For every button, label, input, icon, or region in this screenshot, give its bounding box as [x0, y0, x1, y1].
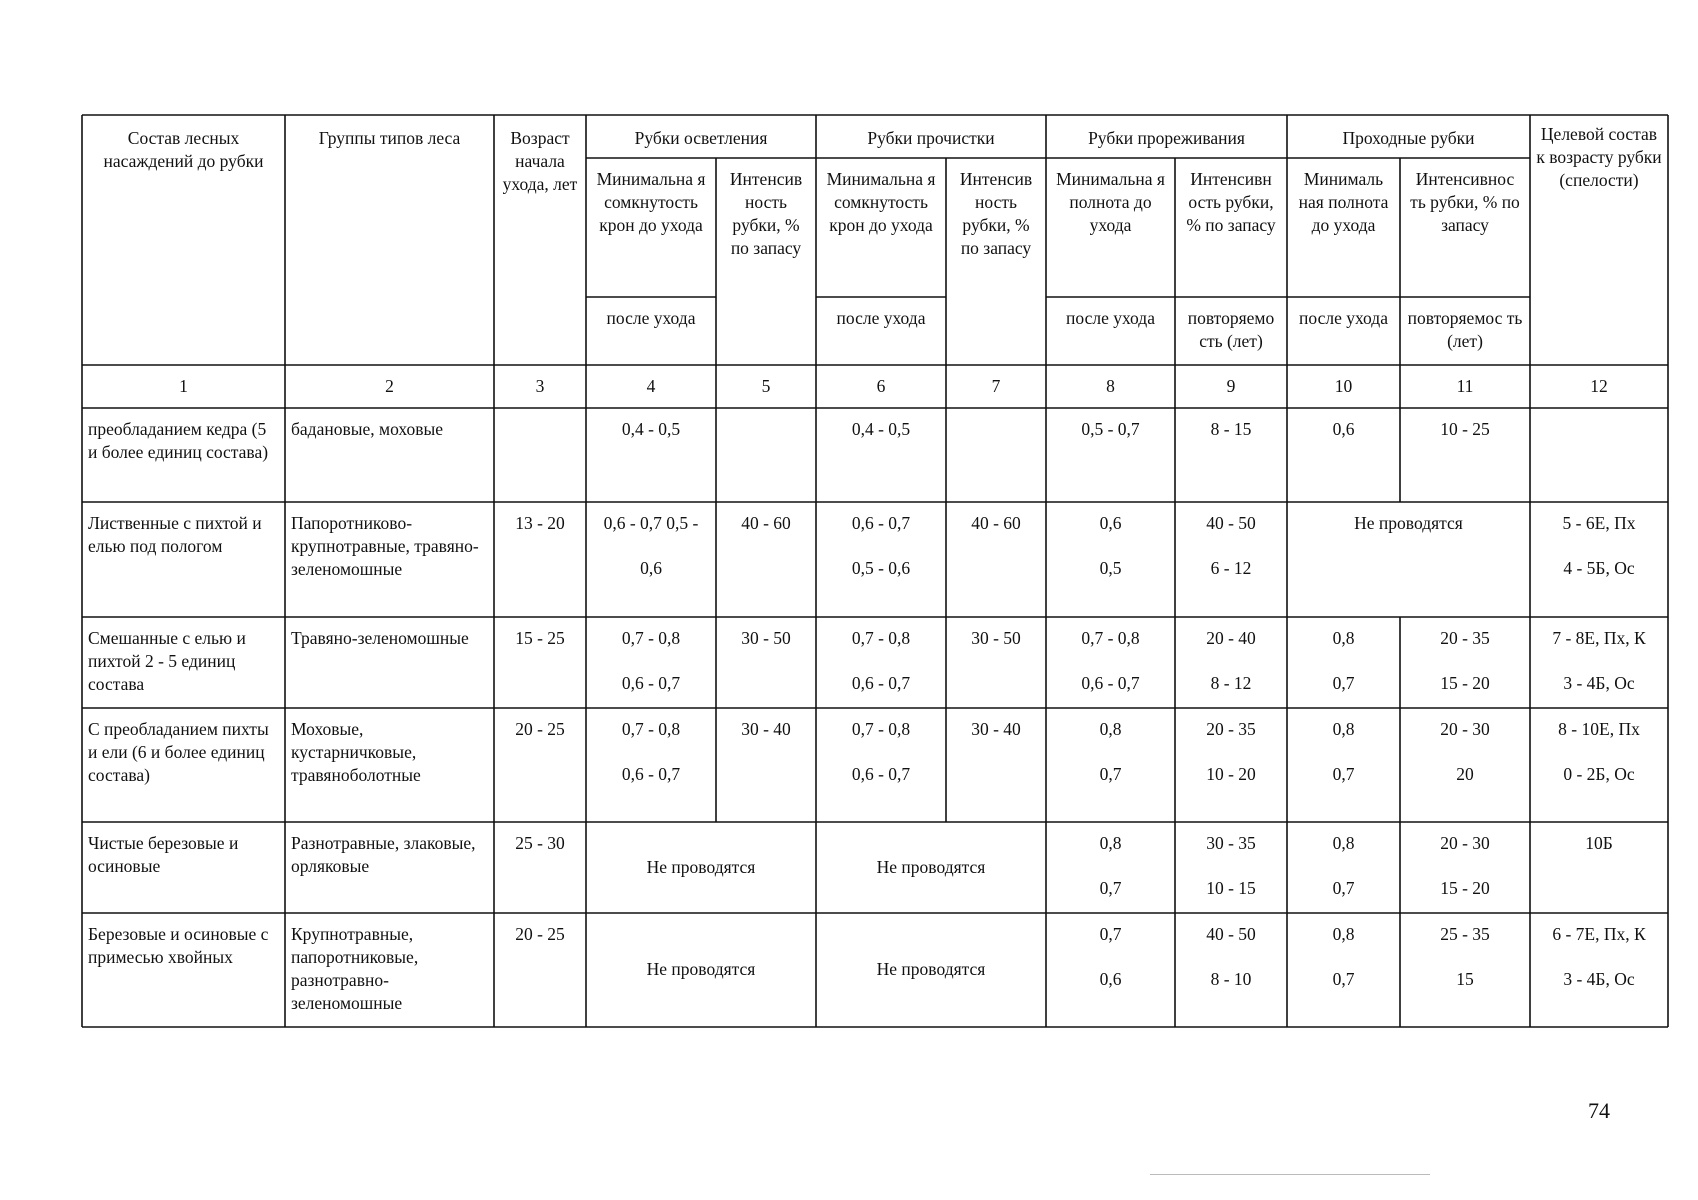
- row-start-age: [494, 418, 586, 444]
- row-value: 40 - 50: [1206, 924, 1256, 944]
- row-value: 3 - 4Б, Ос: [1563, 673, 1635, 693]
- header-passage-cuts: Проходные рубки: [1342, 128, 1475, 148]
- row-not-performed: Не проводятся: [1354, 513, 1463, 533]
- column-number: 12: [1590, 376, 1608, 396]
- row-value: 0,8: [1099, 833, 1122, 853]
- header-cleaning-cuts: Рубки прочистки: [867, 128, 995, 148]
- row-value: 20 - 40: [1206, 628, 1256, 648]
- column-number: 9: [1226, 376, 1236, 396]
- row-value: 0,8: [1332, 628, 1355, 648]
- row-value: 0,7: [1099, 878, 1122, 898]
- row-value: 8 - 10Е, Пх: [1558, 719, 1640, 739]
- row-composition: С преобладанием пихты и ели (6 и более единиц состава): [88, 719, 269, 785]
- row-value: 0,7: [1332, 764, 1355, 784]
- header-cleaning-after: после ухода: [836, 308, 926, 328]
- row-value: 0,6: [1099, 513, 1122, 533]
- header-thinning-cuts: Рубки прореживания: [1088, 128, 1245, 148]
- row-value: 0,8: [1332, 719, 1355, 739]
- header-start-age: Возраст начала ухода, лет: [502, 128, 578, 194]
- row-composition: Березовые и осиновые с примесью хвойных: [88, 924, 269, 967]
- row-forest-types: Папоротниково-крупнотравные, травяно-зеленомошные: [291, 513, 479, 579]
- row-start-age: 20 - 25: [515, 719, 565, 739]
- row-value: 0,6 - 0,7 0,5 -: [603, 513, 699, 533]
- column-number: 4: [646, 376, 656, 396]
- column-number: 3: [535, 376, 545, 396]
- row-value: 0,6 - 0,7: [851, 764, 911, 784]
- row-not-performed: Не проводятся: [646, 856, 756, 877]
- row-not-performed: Не проводятся: [876, 959, 986, 979]
- column-number: 8: [1106, 376, 1115, 396]
- row-value: 0,6 - 0,7: [621, 764, 681, 784]
- row-start-age: 13 - 20: [515, 513, 565, 533]
- header-target-composition: Целевой состав к возрасту рубки (спелости): [1536, 124, 1662, 190]
- row-value: 5 - 6Е, Пх: [1562, 513, 1636, 533]
- header-thinning-repeat: повторяемо сть (лет): [1187, 308, 1275, 351]
- row-value: 0,6: [1332, 419, 1355, 439]
- header-forest-type-groups: Группы типов леса: [318, 128, 461, 148]
- row-value: 8 - 15: [1210, 419, 1252, 439]
- header-composition: Состав лесных насаждений до рубки: [103, 128, 264, 171]
- header-clearing-intensity: Интенсив ность рубки, % по запасу: [729, 169, 803, 258]
- row-composition: преобладанием кедра (5 и более единиц состава): [88, 419, 269, 462]
- row-value: 20 - 35: [1206, 719, 1256, 739]
- row-value: 10 - 20: [1206, 764, 1256, 784]
- row-value: 30 - 35: [1206, 833, 1256, 853]
- row-value: 0,6: [640, 558, 662, 578]
- row-value: 10 - 15: [1206, 878, 1256, 898]
- column-number: 2: [385, 376, 394, 396]
- row-value: 0,4 - 0,5: [621, 419, 681, 439]
- header-clearing-cuts: Рубки осветления: [634, 128, 768, 148]
- row-value: 0,6 - 0,7: [1081, 673, 1140, 693]
- column-number: 5: [761, 376, 771, 396]
- row-value: 30 - 50: [741, 628, 791, 648]
- scan-artifact-line: [1150, 1174, 1430, 1175]
- row-not-performed: Не проводятся: [876, 856, 986, 877]
- row-value: 40 - 60: [971, 513, 1021, 533]
- row-value: 40 - 60: [741, 513, 791, 533]
- header-clearing-after: после ухода: [606, 308, 696, 328]
- row-value: 0,7: [1332, 673, 1355, 693]
- row-value: [1530, 418, 1668, 444]
- row-value: 0 - 2Б, Ос: [1563, 764, 1635, 784]
- row-value: 0,5: [1099, 558, 1122, 578]
- row-value: 0,7: [1332, 878, 1355, 898]
- row-value: 20 - 35: [1440, 628, 1490, 648]
- row-value: 20 - 30: [1440, 833, 1490, 853]
- row-value: 6 - 7Е, Пх, К: [1552, 924, 1646, 944]
- row-composition: Чистые березовые и осиновые: [88, 833, 239, 876]
- row-value: 0,7 - 0,8: [621, 628, 681, 648]
- row-value: 0,7 - 0,8: [621, 719, 681, 739]
- row-start-age: 15 - 25: [515, 628, 565, 648]
- row-value: 0,8: [1332, 924, 1355, 944]
- row-value: 7 - 8Е, Пх, К: [1552, 628, 1646, 648]
- row-value: 0,7 - 0,8: [1081, 628, 1140, 648]
- row-forest-types: Моховые, кустарничковые, травяноболотные: [291, 719, 421, 785]
- row-value: 10Б: [1585, 833, 1613, 853]
- row-value: 8 - 10: [1210, 969, 1252, 989]
- row-value: 0,4 - 0,5: [851, 419, 911, 439]
- row-value: 0,7 - 0,8: [851, 628, 911, 648]
- row-forest-types: Травяно-зеленомошные: [291, 628, 469, 648]
- row-value: 0,6 - 0,7: [851, 673, 911, 693]
- row-value: 0,7: [1099, 924, 1122, 944]
- header-cleaning-min-density: Минимальна я сомкнутость крон до ухода: [826, 169, 936, 235]
- row-value: 0,8: [1099, 719, 1122, 739]
- row-composition: Смешанные с елью и пихтой 2 - 5 единиц состава: [88, 628, 246, 694]
- row-value: 20: [1456, 764, 1474, 784]
- column-number: 11: [1456, 376, 1474, 396]
- row-not-performed: Не проводятся: [646, 959, 756, 979]
- header-clearing-min-density: Минимальна я сомкнутость крон до ухода: [596, 169, 706, 235]
- row-start-age: 20 - 25: [515, 924, 565, 944]
- row-value: 40 - 50: [1206, 513, 1256, 533]
- row-value: 0,6 - 0,7: [851, 513, 911, 533]
- column-number: 10: [1334, 376, 1353, 396]
- row-forest-types: бадановые, моховые: [291, 419, 444, 439]
- row-value: 30 - 50: [971, 628, 1021, 648]
- header-passage-after: после ухода: [1299, 308, 1388, 328]
- row-value: 0,8: [1332, 833, 1355, 853]
- column-number: 1: [179, 376, 188, 396]
- row-value: 6 - 12: [1210, 558, 1252, 578]
- header-passage-intensity: Интенсивнос ть рубки, % по запасу: [1410, 169, 1520, 235]
- column-number: 6: [876, 376, 886, 396]
- header-thinning-after: после ухода: [1066, 308, 1155, 328]
- row-start-age: 25 - 30: [515, 833, 565, 853]
- header-passage-repeat: повторяемос ть (лет): [1407, 308, 1523, 351]
- row-value: 30 - 40: [741, 719, 791, 739]
- row-value: 20 - 30: [1440, 719, 1490, 739]
- row-composition: Лиственные с пихтой и елью под пологом: [88, 513, 262, 556]
- header-cleaning-intensity: Интенсив ность рубки, % по запасу: [959, 169, 1033, 258]
- row-value: 0,5 - 0,7: [1081, 419, 1140, 439]
- row-value: 0,7: [1099, 764, 1122, 784]
- row-value: 3 - 4Б, Ос: [1563, 969, 1635, 989]
- header-thinning-intensity: Интенсивн ость рубки, % по запасу: [1186, 169, 1276, 235]
- row-value: 8 - 12: [1210, 673, 1252, 693]
- row-value: 15 - 20: [1440, 673, 1490, 693]
- row-value: 0,7 - 0,8: [851, 719, 911, 739]
- row-value: 4 - 5Б, Ос: [1563, 558, 1635, 578]
- row-value: 15: [1456, 969, 1474, 989]
- header-thinning-min-fullness: Минимальна я полнота до ухода: [1056, 169, 1165, 235]
- row-value: 0,6 - 0,7: [621, 673, 681, 693]
- page-number: 74: [1588, 1098, 1610, 1123]
- row-forest-types: Крупнотравные, папоротниковые, разнотравно-зеленомошные: [291, 924, 419, 1013]
- row-value: 10 - 25: [1440, 419, 1490, 439]
- column-number: 7: [991, 376, 1001, 396]
- row-value: 0,6: [1099, 969, 1122, 989]
- header-passage-min-fullness: Минималь ная полнота до ухода: [1298, 169, 1389, 235]
- row-value: 0,7: [1332, 969, 1355, 989]
- row-value: 0,5 - 0,6: [851, 558, 911, 578]
- row-value: 25 - 35: [1440, 924, 1490, 944]
- row-value: 30 - 40: [971, 719, 1021, 739]
- row-forest-types: Разнотравные, злаковые, орляковые: [291, 833, 476, 876]
- row-value: 15 - 20: [1440, 878, 1490, 898]
